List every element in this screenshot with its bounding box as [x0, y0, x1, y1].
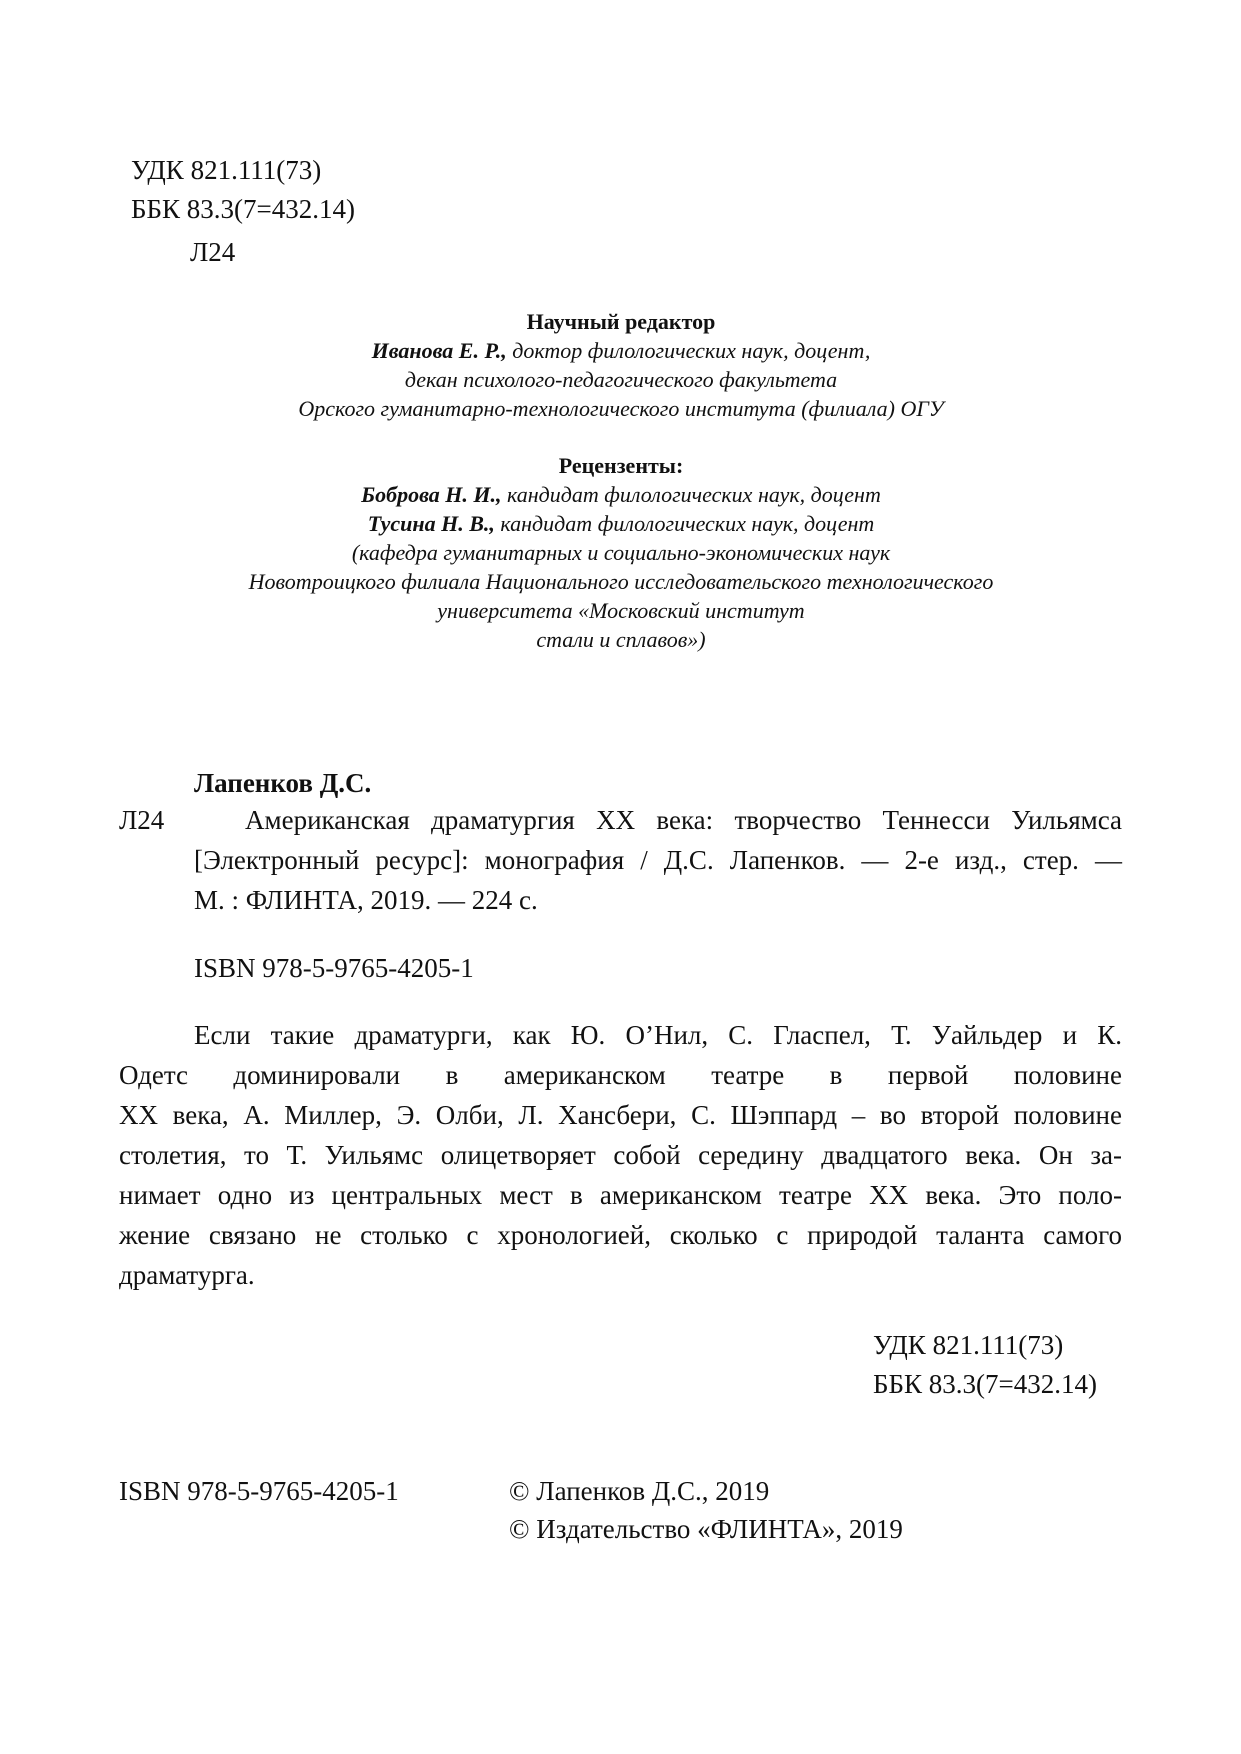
reviewer-affiliation-line: университета «Московский институт: [437, 598, 805, 623]
copyright-publisher: © Издательство «ФЛИНТА», 2019: [509, 1514, 903, 1544]
editor-line-2: декан психолого-педагогического факультета: [404, 367, 838, 392]
reviewer-affiliation-line: (кафедра гуманитарных и социально-экономических наук: [351, 540, 891, 565]
author-heading: Лапенков Д.С.: [194, 768, 372, 798]
abstract-line: Одетс доминировали в американском театре в первой половине: [119, 1060, 1122, 1090]
scientific-editor-block: [160, 307, 1082, 423]
isbn-card: ISBN 978-5-9765-4205-1: [194, 953, 474, 983]
bbk-code-bottom: ББК 83.3(7=432.14): [873, 1369, 1097, 1399]
bbk-code-top: ББК 83.3(7=432.14): [131, 194, 355, 224]
abstract-paragraph: [119, 1015, 1122, 1295]
reviewer-line: [160, 480, 1082, 509]
reviewer-name: Боброва Н. И.,: [361, 482, 502, 507]
reviewer-affiliation-line: стали и сплавов»): [536, 627, 706, 652]
reviewers-block: [160, 451, 1082, 654]
editor-name: Иванова Е. Р.,: [371, 338, 507, 363]
description-line: [Электронный ресурс]: монография / Д.С. Лапенков. — 2-е изд., стер. —: [194, 845, 1122, 875]
abstract-line: XX века, А. Миллер, Э. Олби, Л. Хансбери, С. Шэппард – во второй половине: [119, 1100, 1122, 1130]
reviewer-affiliation-line: Новотроицкого филиала Национального исследовательского технологического: [248, 569, 994, 594]
editor-heading: Научный редактор: [526, 309, 716, 334]
udk-code-top: УДК 821.111(73): [131, 155, 322, 185]
bibliographic-description: [194, 800, 1122, 880]
abstract-line: жение связано не столько с хронологией, сколько с природой таланта самого: [119, 1220, 1122, 1250]
isbn-footer: ISBN 978-5-9765-4205-1: [119, 1476, 399, 1506]
editor-line-3: Орского гуманитарно-технологического института (филиала) ОГУ: [298, 396, 944, 421]
reviewer-title: кандидат филологических наук, доцент: [501, 482, 881, 507]
editor-line-1: [160, 336, 1082, 365]
reviewer-line: [160, 509, 1082, 538]
abstract-line: нимает одно из центральных мест в американском театре XX века. Это поло-: [119, 1180, 1122, 1210]
reviewer-title: кандидат филологических наук, доцент: [494, 511, 875, 536]
udk-code-bottom: УДК 821.111(73): [873, 1330, 1064, 1360]
abstract-line: Если такие драматурги, как Ю. О’Нил, С. Гласпел, Т. Уайльдер и К.: [194, 1020, 1122, 1050]
description-line: Американская драматургия XX века: творчество Теннесси Уильямса: [245, 805, 1122, 835]
copyright-author: © Лапенков Д.С., 2019: [509, 1476, 770, 1506]
author-sign-card: Л24: [119, 805, 165, 835]
author-sign-top: Л24: [190, 237, 236, 267]
editor-title: доктор филологических наук, доцент,: [506, 338, 871, 363]
description-line: М. : ФЛИНТА, 2019. — 224 с.: [194, 885, 538, 915]
abstract-line: драматурга.: [119, 1260, 255, 1290]
reviewer-name: Тусина Н. В.,: [367, 511, 495, 536]
abstract-line: столетия, то Т. Уильямс олицетворяет собой середину двадцатого века. Он за-: [119, 1140, 1122, 1170]
reviewers-heading: Рецензенты:: [558, 453, 684, 478]
